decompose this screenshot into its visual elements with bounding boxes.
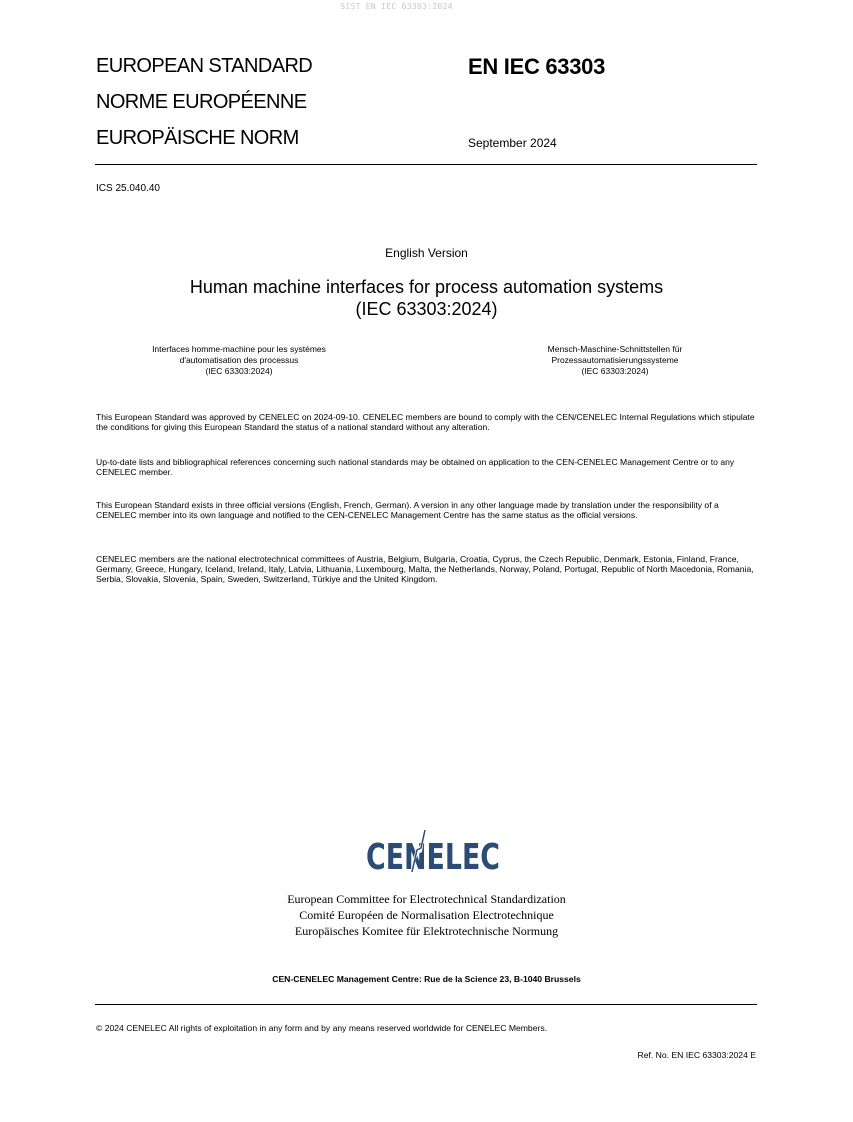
- title-line-2: (IEC 63303:2024): [355, 299, 498, 319]
- reference-number: Ref. No. EN IEC 63303:2024 E: [637, 1050, 756, 1060]
- title-line-1: Human machine interfaces for process automation systems: [189, 277, 664, 297]
- ics-code: ICS 25.040.40: [96, 183, 160, 194]
- standard-name-english: EUROPEAN STANDARD: [96, 55, 313, 77]
- language-version: English Version: [385, 246, 468, 260]
- footer-divider: [95, 1004, 757, 1005]
- versions-paragraph: This European Standard exists in three official versions (English, French, German). A version in any other language made by translation under the responsibility of a CENELEC member into its own language and notified to the CEN-CENELEC Management Centre has the same status as the official versions.: [96, 500, 719, 520]
- header-divider: [95, 164, 757, 165]
- publication-date: September 2024: [468, 136, 557, 150]
- committee-name-german: Europäisches Komitee für Elektrotechnische Normung: [294, 924, 559, 938]
- standard-name-french: NORME EUROPÉENNE: [96, 91, 307, 113]
- copyright-notice: © 2024 CENELEC All rights of exploitation in any form and by any means reserved worldwide for CENELEC Members.: [96, 1023, 548, 1033]
- german-title-line: Mensch-Maschine-Schnittstellen für: [547, 344, 683, 354]
- cenelec-logo-graphic: [366, 826, 506, 876]
- approval-paragraph: This European Standard was approved by CENELEC on 2024-09-10. CENELEC members are bound to comply with the CEN/CENELEC Internal Regulations which stipulate the conditions for giving this European Standard the status of a national standard without any alteration.: [96, 412, 755, 432]
- management-centre-address: CEN-CENELEC Management Centre: Rue de la Science 23, B-1040 Brussels: [272, 974, 581, 984]
- cenelec-logo-text: CENELEC: [366, 837, 500, 878]
- german-title-line: (IEC 63303:2024): [581, 366, 649, 376]
- french-title: [116, 344, 362, 377]
- committee-name-french: Comité Européen de Normalisation Electrotechnique: [299, 908, 554, 922]
- members-paragraph: CENELEC members are the national electrotechnical committees of Austria, Belgium, Bulgaria, Croatia, Cyprus, the Czech Republic, Denmark, Estonia, Finland, France, Germany, Greece, Hungary, Iceland, Ireland, Italy, Latvia, Lithuania, Luxembourg, Malta, the Netherlands, Norway, Poland, Portugal, Republic of North Macedonia, Romania, Serbia, Slovakia, Slovenia, Spain, Sweden, Switzerland, Türkiye and the United Kingdom.: [96, 554, 754, 584]
- committee-name-english: European Committee for Electrotechnical Standardization: [287, 892, 566, 906]
- document-title: [0, 276, 853, 320]
- french-title-line: (IEC 63303:2024): [205, 366, 273, 376]
- french-title-line: d'automatisation des processus: [179, 355, 299, 365]
- committee-names: [0, 891, 853, 939]
- german-title-line: Prozessautomatisierungssysteme: [551, 355, 679, 365]
- standard-name-german: EUROPÄISCHE NORM: [96, 127, 299, 149]
- cenelec-logo: [366, 826, 506, 881]
- german-title: [492, 344, 738, 377]
- watermark: SIST EN IEC 63303:2024: [340, 2, 453, 11]
- standard-number: EN IEC 63303: [468, 54, 606, 79]
- references-paragraph: Up-to-date lists and bibliographical references concerning such national standards may be obtained on application to the CEN-CENELEC Management Centre or to any CENELEC member.: [96, 457, 735, 477]
- french-title-line: Interfaces homme-machine pour les systèmes: [152, 344, 326, 354]
